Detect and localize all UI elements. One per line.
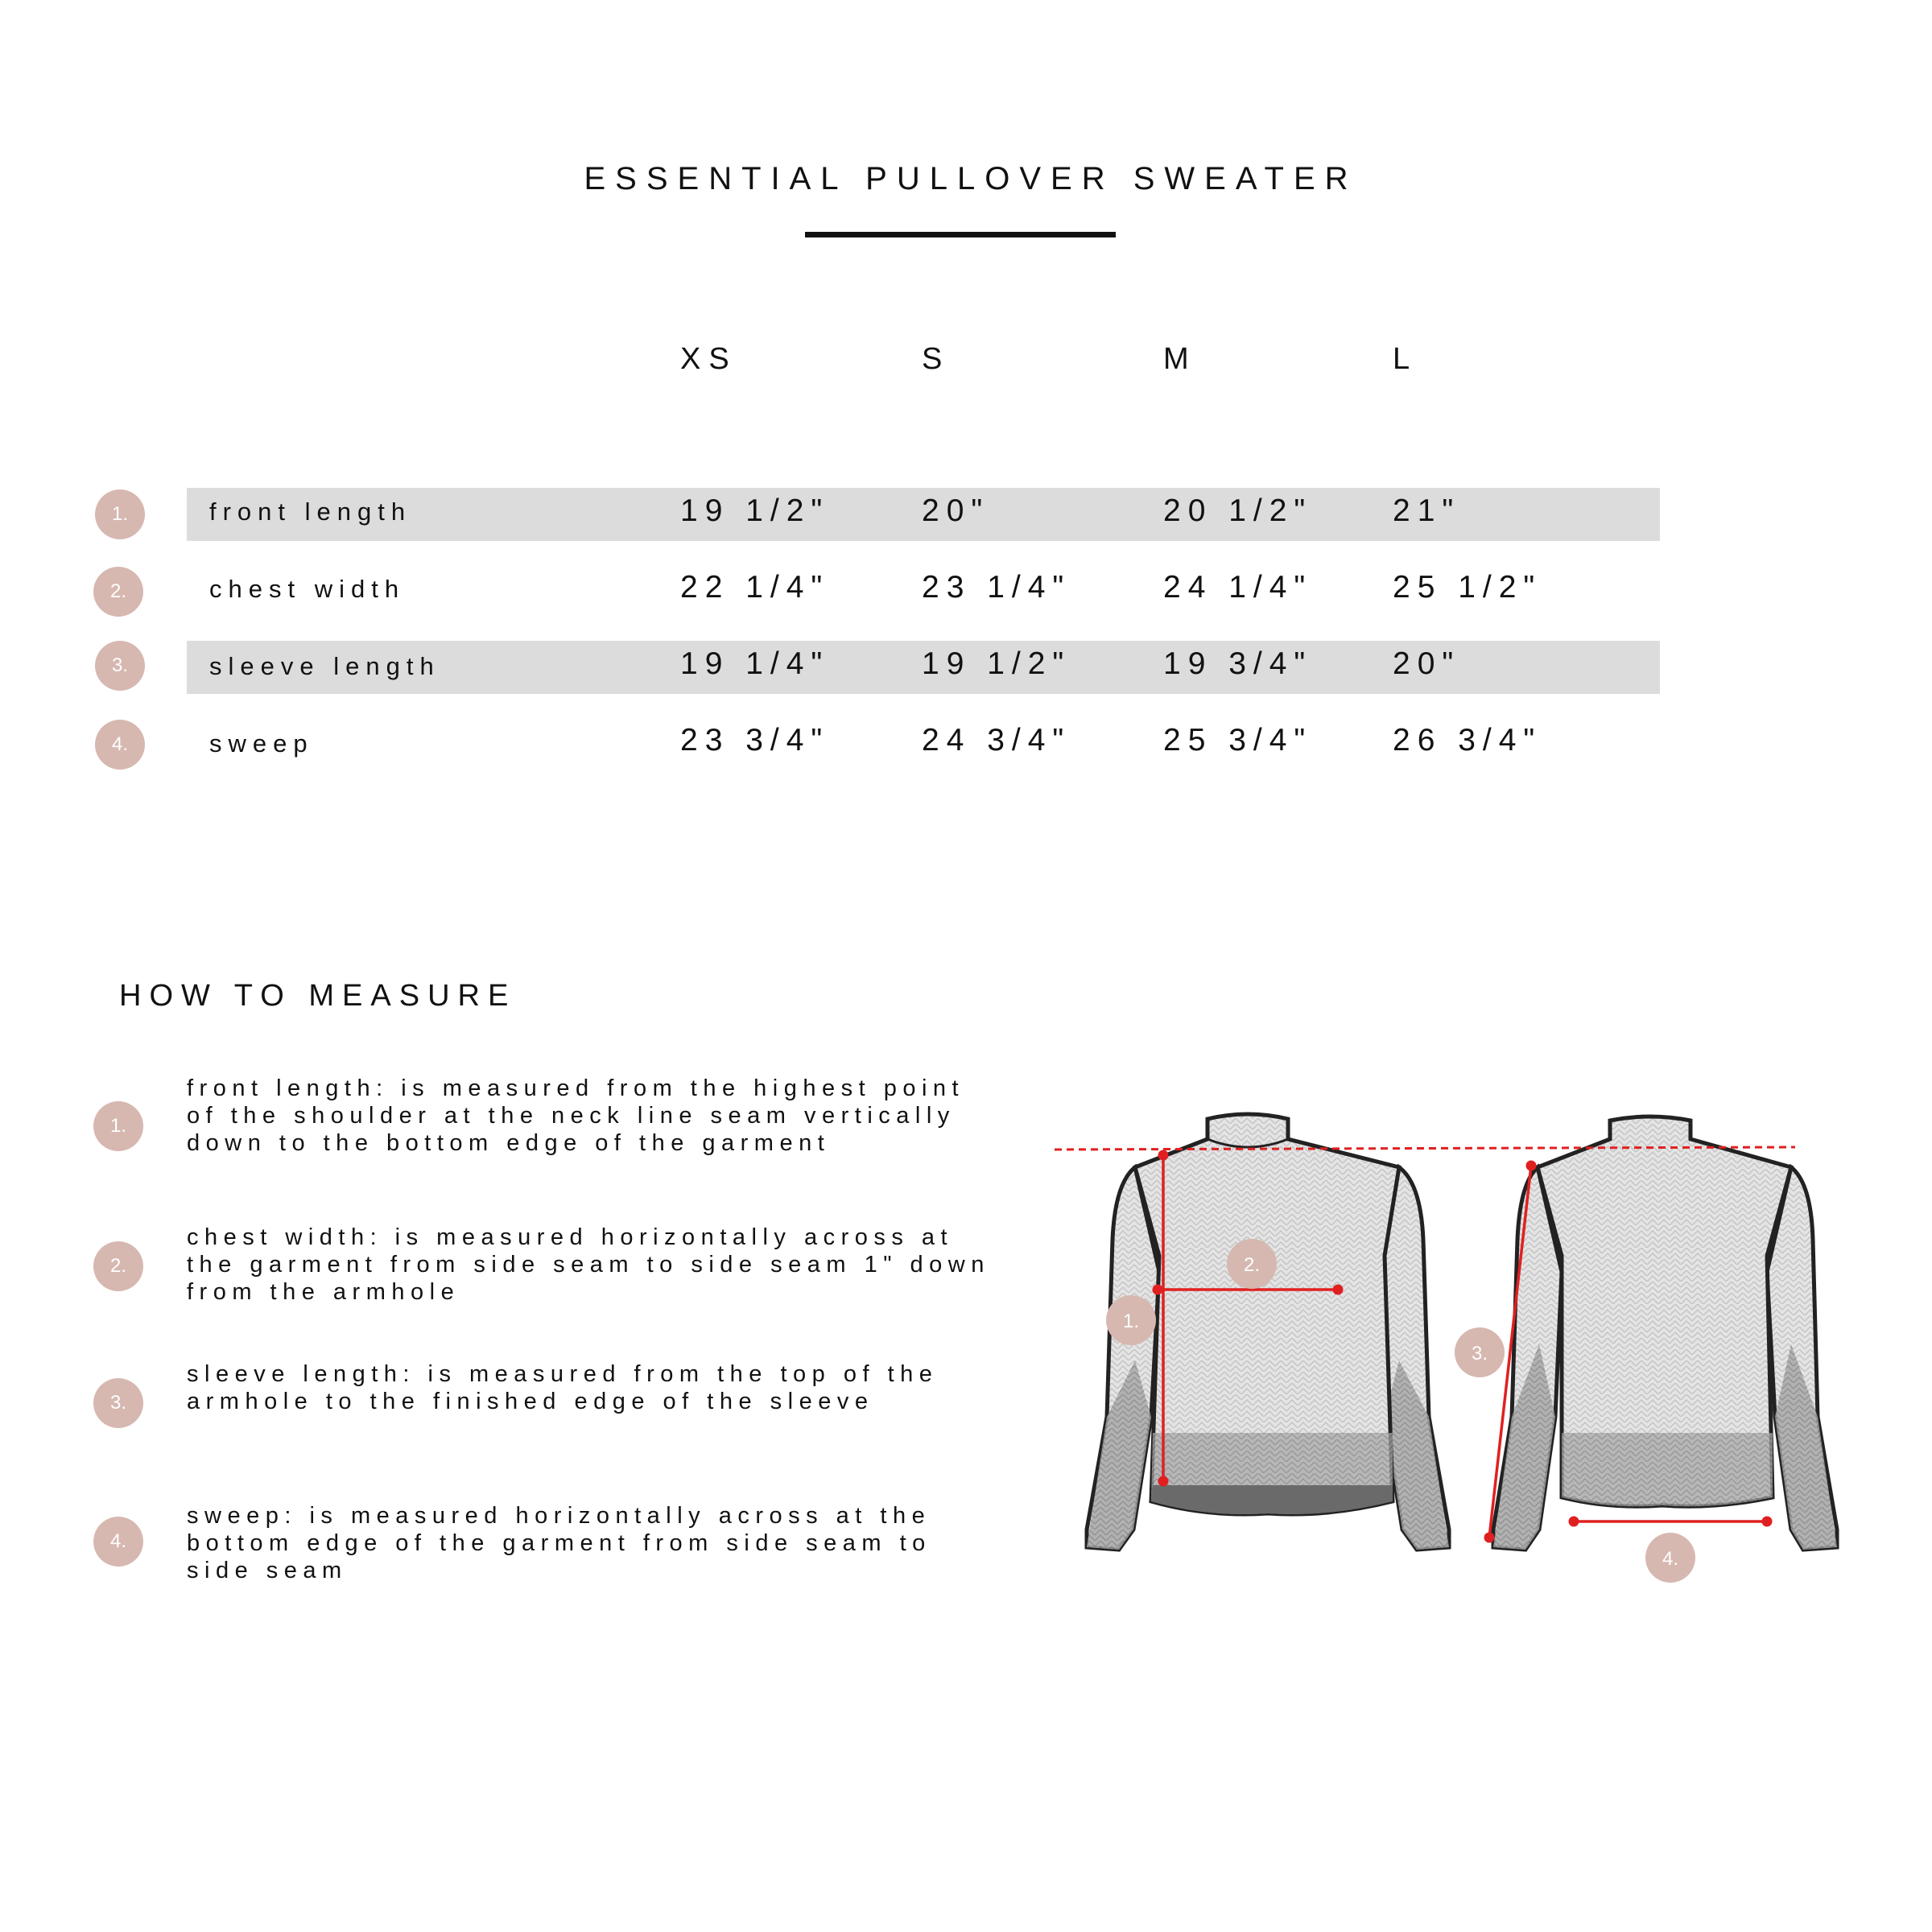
- table-cell: 19 1/4": [680, 646, 830, 681]
- diagram-badge-3: [1455, 1327, 1505, 1377]
- diagram-badge-4: [1645, 1533, 1695, 1583]
- size-header-s: S: [922, 342, 951, 376]
- size-header-l: L: [1393, 342, 1418, 376]
- table-cell: 25 3/4": [1163, 723, 1313, 758]
- table-cell: 26 3/4": [1393, 723, 1542, 758]
- diagram-label: 4.: [1662, 1548, 1679, 1570]
- row-label-sweep: sweep: [209, 729, 314, 758]
- measure-description-sweep: sweep: is measured horizontally across at the bottom edge of the garment from side seam to side seam: [187, 1503, 931, 1583]
- sweater-back-illustration: [1493, 1117, 1837, 1550]
- sweater-measurement-diagram: [1038, 1079, 1860, 1594]
- diagram-label: 2.: [1243, 1254, 1261, 1276]
- table-cell: 24 3/4": [922, 723, 1071, 758]
- table-cell: 22 1/4": [680, 570, 830, 605]
- table-cell: 23 1/4": [922, 570, 1071, 605]
- table-cell: 23 3/4": [680, 723, 830, 758]
- diagram-badge-1: [1106, 1295, 1156, 1345]
- row-number-badge: 4.: [95, 720, 145, 770]
- step-number-badge: 4.: [93, 1517, 143, 1567]
- page-title: ESSENTIAL PULLOVER SWEATER: [584, 161, 1358, 196]
- table-cell: 20": [1393, 646, 1461, 681]
- row-number-badge: 3.: [95, 641, 145, 691]
- diagram-label: 3.: [1471, 1343, 1488, 1364]
- measure-description-chest-width: chest width: is measured horizontally across at the garment from side seam to side seam 1" down from the armhole: [187, 1224, 990, 1305]
- step-number-badge: 1.: [93, 1101, 143, 1151]
- measure-description-front-length: front length: is measured from the highest point of the shoulder at the neck line seam vertically down to the bottom edge of the garment: [187, 1075, 965, 1156]
- table-cell: 21": [1393, 493, 1461, 528]
- row-number-badge: 2.: [93, 567, 143, 617]
- row-label-chest-width: chest width: [209, 575, 406, 603]
- row-label-sleeve-length: sleeve length: [209, 652, 440, 680]
- size-header-m: M: [1163, 342, 1197, 376]
- table-cell: 20": [922, 493, 990, 528]
- title-underline: [805, 232, 1116, 237]
- table-cell: 20 1/2": [1163, 493, 1313, 528]
- row-number-badge: 1.: [95, 489, 145, 539]
- table-cell: 19 3/4": [1163, 646, 1313, 681]
- table-cell: 24 1/4": [1163, 570, 1313, 605]
- how-to-measure-heading: HOW TO MEASURE: [119, 979, 517, 1013]
- step-number-badge: 3.: [93, 1378, 143, 1428]
- row-label-front-length: front length: [209, 497, 412, 526]
- step-number-badge: 2.: [93, 1241, 143, 1291]
- size-header-xs: XS: [680, 342, 737, 376]
- table-cell: 19 1/2": [922, 646, 1071, 681]
- diagram-badge-2: [1227, 1239, 1277, 1289]
- table-cell: 25 1/2": [1393, 570, 1542, 605]
- measure-description-sleeve-length: sleeve length: is measured from the top of the armhole to the finished edge of the sleeve: [187, 1361, 939, 1414]
- table-cell: 19 1/2": [680, 493, 830, 528]
- diagram-label: 1.: [1122, 1311, 1140, 1332]
